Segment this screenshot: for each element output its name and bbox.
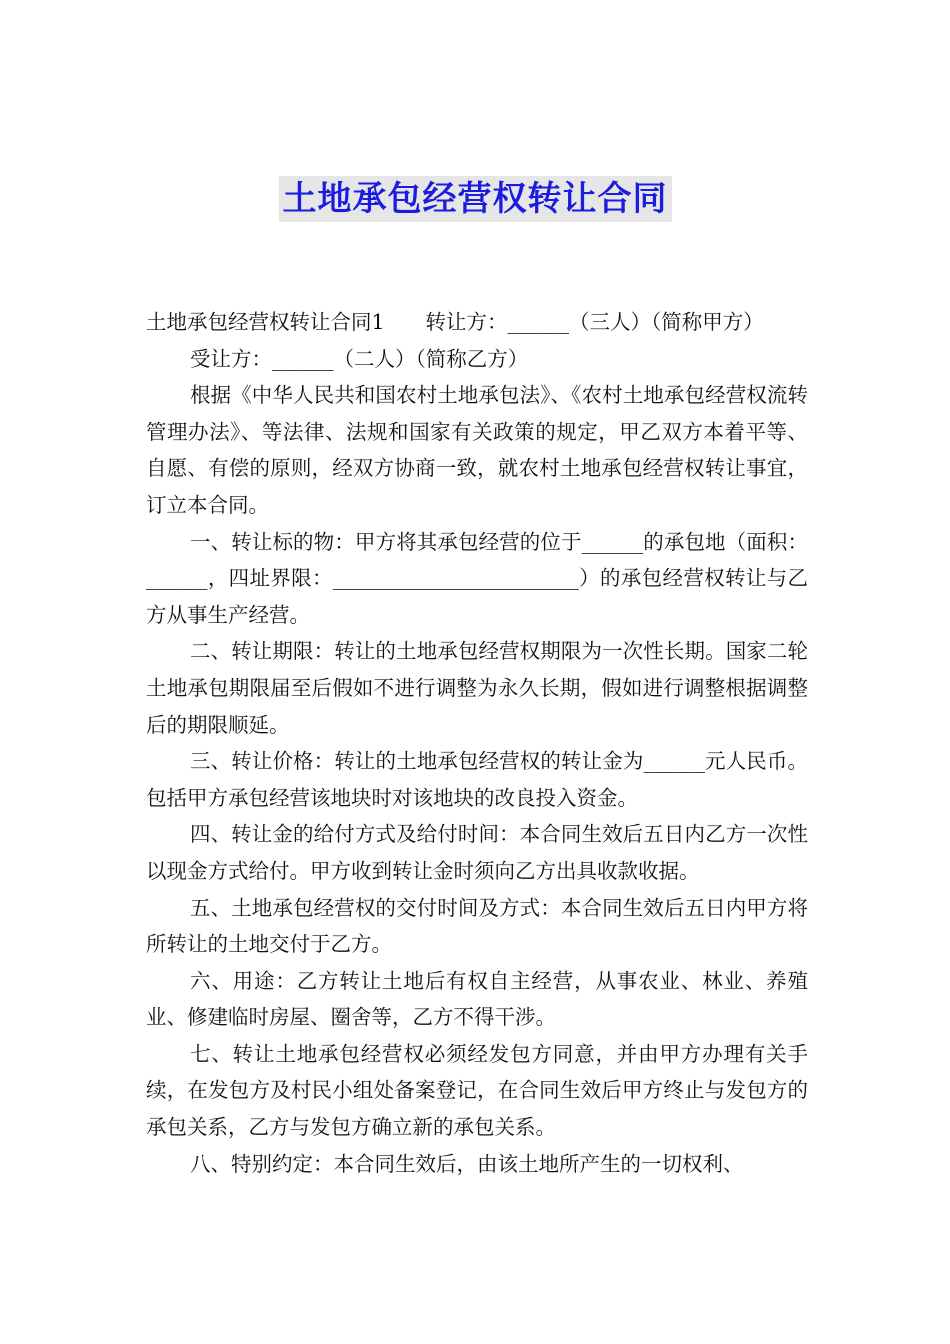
paragraph-transferee: 受让方：______（二人）（简称乙方） <box>190 346 529 371</box>
document-title: 土地承包经营权转让合同 <box>279 176 672 222</box>
clause-6-usage: 六、用途：乙方转让土地后有权自主经营，从事农业、林业、养殖业、修建临时房屋、圈舍等，乙方不得干涉。 <box>146 968 808 1030</box>
clause-7-approval: 七、转让土地承包经营权必须经发包方同意，并由甲方办理有关手续，在发包方及村民小组处备案登记，在合同生效后甲方终止与发包方的承包关系，乙方与发包方确立新的承包关系。 <box>146 1041 808 1140</box>
paragraph-preamble: 根据《中华人民共和国农村土地承包法》、《农村土地承包经营权流转管理办法》、等法律、法规和国家有关政策的规定，甲乙双方本着平等、自愿、有偿的原则，经双方协商一致，就农村土地承包经营权转让事宜，订立本合同。 <box>146 383 808 517</box>
clause-4-payment: 四、转让金的给付方式及给付时间：本合同生效后五日内乙方一次性以现金方式给付。甲方收到转让金时须向乙方出具收款收据。 <box>146 822 808 883</box>
clause-5-delivery: 五、土地承包经营权的交付时间及方式：本合同生效后五日内甲方将所转让的土地交付于乙方。 <box>146 895 808 957</box>
paragraph-header: 土地承包经营权转让合同1 转让方：______（三人）（简称甲方） <box>146 310 764 334</box>
title-block <box>0 176 950 222</box>
clause-3-price: 三、转让价格：转让的土地承包经营权的转让金为______元人民币。包括甲方承包经营该地块时对该地块的改良投入资金。 <box>146 749 808 810</box>
clause-2-term: 二、转让期限：转让的土地承包经营权期限为一次性长期。国家二轮土地承包期限届至后假如不进行调整为永久长期，假如进行调整根据调整后的期限顺延。 <box>146 639 808 737</box>
clause-8-special: 八、特别约定：本合同生效后，由该土地所产生的一切权利、 <box>190 1151 744 1176</box>
clause-1-subject: 一、转让标的物：甲方将其承包经营的位于______的承包地（面积：______，四址界限：________________________）的承包经营权转让与乙方从事生产经营。 <box>146 529 808 627</box>
document-body <box>146 304 808 1182</box>
